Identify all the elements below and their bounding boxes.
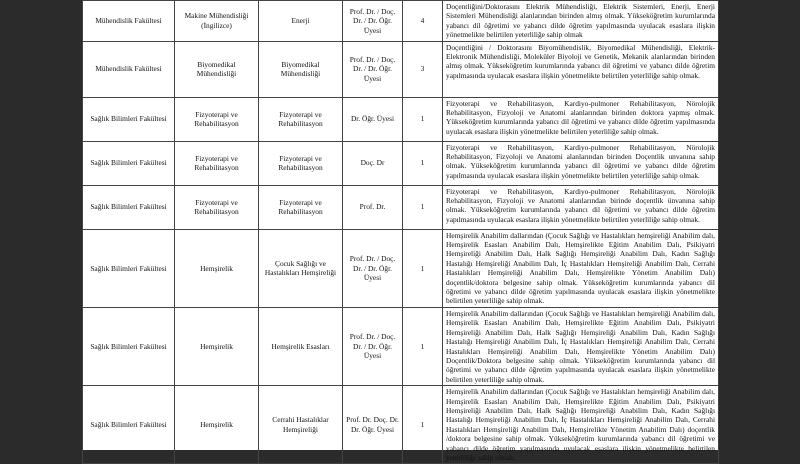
title-cell: Dr. Öğr. Üyesi — [343, 97, 403, 141]
count-cell: 4 — [403, 1, 443, 42]
table-row — [83, 1, 719, 42]
title-cell: Doç. Dr — [343, 141, 403, 185]
faculty-cell: Sağlık Bilimleri Fakültesi — [83, 185, 175, 229]
department-cell: Hemşirelik — [175, 307, 259, 385]
program-cell: Fizyoterapi ve Rehabilitasyon — [259, 141, 343, 185]
table-row — [83, 386, 719, 464]
title-cell: Prof. Dr. / Doç. Dr. / Dr. Öğr. Üyesi — [343, 307, 403, 385]
department-cell: Fizyoterapi ve Rehabilitasyon — [175, 185, 259, 229]
program-cell: Biyomedikal Mühendisliği — [259, 41, 343, 97]
department-cell: Fizyoterapi ve Rehabilitasyon — [175, 141, 259, 185]
program-cell: Çocuk Sağlığı ve Hastalıkları Hemşireliği — [259, 229, 343, 307]
positions-table — [82, 0, 719, 464]
department-cell: Fizyoterapi ve Rehabilitasyon — [175, 97, 259, 141]
requirements-cell: Fizyoterapi ve Rehabilitasyon, Kardiyo-pulmoner Rehabilitasyon, Nörolojik Rehabilitasyon, Fizyoloji ve Anatomi alanlarından birinden Doçentlik unvanına sahip olmak. Yükseköğretim kurumlarında yabancı dil öğretimi ve yabancı dilde öğretim yapılmasında uyulacak esaslara ilişkin yönetmelikte belirtilen yeterliliğe sahip olmak. — [443, 141, 719, 185]
department-cell: Hemşirelik — [175, 386, 259, 464]
requirements-cell: Hemşirelik Anabilim dallarından (Çocuk Sağlığı ve Hastalıkları hemşireliği Anabilim dalı, Hemşirelik Esasları Anabilim Dalı, Hemşirelikte Eğitim Anabilim Dalı, Psikiyatri Hemşireliği Anabilim Dalı, Halk Sağlığı Hemşireliği Anabilim Dalı, Kadın Sağlığı Hastalığı Hemşireliği Anabilim Dalı, İç Hastalıkları Hemşireliği Anabilim Dalı, Cerrahi Hastalıkları Hemşireliği Anabilim Dalı, Hemşirelikte Yönetim Anabilim Dalı) Doçentlik/Doktora belgesine sahip olmak. Yükseköğretim kurumlarında yabancı dil öğretimi ve yabancı dilde öğretim yapılmasında uyulacak esaslara ilişkin yönetmelikte belirtilen yeterliliğe sahip olmak. — [443, 307, 719, 385]
department-cell: Hemşirelik — [175, 229, 259, 307]
table-row — [83, 185, 719, 229]
title-cell: Prof. Dr. / Doç. Dr. / Dr. Öğr. Üyesi — [343, 1, 403, 42]
table-row — [83, 141, 719, 185]
title-cell: Prof. Dr. / Doç. Dr. / Dr. Öğr. Üyesi — [343, 229, 403, 307]
table-row — [83, 229, 719, 307]
faculty-cell: Sağlık Bilimleri Fakültesi — [83, 307, 175, 385]
title-cell: Prof. Dr. Doç. Dr. Dr. Öğr. Üyesi — [343, 386, 403, 464]
faculty-cell: Sağlık Bilimleri Fakültesi — [83, 141, 175, 185]
program-cell: Fizyoterapi ve Rehabilitasyon — [259, 185, 343, 229]
count-cell: 1 — [403, 97, 443, 141]
count-cell: 1 — [403, 386, 443, 464]
table-row — [83, 97, 719, 141]
faculty-cell: Sağlık Bilimleri Fakültesi — [83, 229, 175, 307]
document-page — [82, 0, 718, 462]
program-cell: Hemşirelik Esasları — [259, 307, 343, 385]
requirements-cell: Hemşirelik Anabilim dallarından (Çocuk Sağlığı ve Hastalıkları hemşireliği Anabilim dalı, Hemşirelik Esasları Anabilim Dalı, Hemşirelikte Eğitim Anabilim Dalı, Psikiyatri Hemşireliği Anabilim Dalı, Halk Sağlığı Hemşireliği Anabilim Dalı, Kadın Sağlığı Hastalığı Hemşireliği Anabilim Dalı, İç Hastalıkları Hemşireliği Anabilim Dalı, Cerrahi Hastalıkları Hemşireliği Anabilim Dalı, Hemşirelikte Yönetim Anabilim Dalı) doçentlik/doktora belgesine sahip olmak. Yükseköğretim kurumlarında yabancı dil öğretimi ve yabancı dilde öğretim yapılmasında uyulacak esaslara ilişkin yönetmelikte belirtilen yeterliliğe sahip olmak. — [443, 229, 719, 307]
faculty-cell: Mühendislik Fakültesi — [83, 41, 175, 97]
requirements-cell: Doçentliğini/Doktorasını Elektrik Mühendisliği, Elektrik Sistemleri, Enerji, Enerji Sistemleri Mühendisliği alanlarından birinden almış olmak. Yükseköğretim kurumlarında yabancı dil öğretimi ve yabancı dilde öğretim yapılmasında uyulacak esaslara ilişkin yönetmelikte belirtilen yeterliliğe sahip olmak — [443, 1, 719, 42]
program-cell: Cerrahi Hastalıklar Hemşireliği — [259, 386, 343, 464]
department-cell: Biyomedikal Mühendisliği — [175, 41, 259, 97]
count-cell: 1 — [403, 229, 443, 307]
faculty-cell: Sağlık Bilimleri Fakültesi — [83, 97, 175, 141]
program-cell: Enerji — [259, 1, 343, 42]
requirements-cell: Doçentliğini / Doktorasını Biyomühendislik, Biyomedikal Mühendisliği, Elektrik-Elektronik Mühendisliği, Moleküler Biyoloji ve Genetik, Mekanik alanlarından birinden almış olmak. Yükseköğretim kurumlarında yabancı dil öğretimi ve yabancı dilde öğretim yapılmasında uyulacak esaslara ilişkin yönetmelikte belirtilen yeterliliğe sahip olmak. — [443, 41, 719, 97]
department-cell: Makine Mühendisliği (İngilizce) — [175, 1, 259, 42]
requirements-cell: Fizyoterapi ve Rehabilitasyon, Kardiyo-pulmoner Rehabilitasyon, Nörolojik Rehabilitasyon, Fizyoloji ve Anatomi alanlarından birinden doktora yapmış olmak. Yükseköğretim kurumlarında yabancı dil öğretimi ve yabancı dilde öğretim yapılmasında uyulacak esaslara ilişkin yönetmelikte belirtilen yeterliliğe sahip olmak. — [443, 97, 719, 141]
count-cell: 1 — [403, 141, 443, 185]
title-cell: Prof. Dr. / Doç. Dr. / Dr. Öğr. Üyesi — [343, 41, 403, 97]
table-row — [83, 307, 719, 385]
title-cell: Prof. Dr. — [343, 185, 403, 229]
faculty-cell: Mühendislik Fakültesi — [83, 1, 175, 42]
program-cell: Fizyoterapi ve Rehabilitasyon — [259, 97, 343, 141]
count-cell: 1 — [403, 185, 443, 229]
faculty-cell: Sağlık Bilimleri Fakültesi — [83, 386, 175, 464]
requirements-cell: Hemşirelik Anabilim dallarından (Çocuk Sağlığı ve Hastalıkları hemşireliği Anabilim dalı, Hemşirelik Esasları Anabilim Dalı, Hemşirelikte Eğitim Anabilim Dalı, Psikiyatri Hemşireliği Anabilim Dalı, Halk Sağlığı Hemşireliği Anabilim Dalı, Kadın Sağlığı Hastalığı Hemşireliği Anabilim Dalı, İç Hastalıkları Hemşireliği Anabilim Dalı, Cerrahi Hastalıkları Hemşireliği Anabilim Dalı, Hemşirelikte Yönetim Anabilim Dalı) doçentlik /doktora belgesine sahip olmak. Yükseköğretim kurumlarında yabancı dil öğretimi ve yabancı dilde öğretim yapılmasında uyulacak esaslara ilişkin yönetmelikte belirtilen yeterliliğe sahip olmak. — [443, 386, 719, 464]
table-row — [83, 41, 719, 97]
count-cell: 1 — [403, 307, 443, 385]
count-cell: 3 — [403, 41, 443, 97]
requirements-cell: Fizyoterapi ve Rehabilitasyon, Kardiyo-pulmoner Rehabilitasyon, Nörolojik Rehabilitasyon, Fizyoloji ve Anatomi alanlarından birinde doçentlik ünvanına sahip olmak. Yükseköğretim kurumlarında yabancı dil öğretimi ve yabancı dilde öğretim yapılmasında uyulacak esaslara ilişkin yönetmelikte belirtilen yeterliliğe sahip olmak. — [443, 185, 719, 229]
